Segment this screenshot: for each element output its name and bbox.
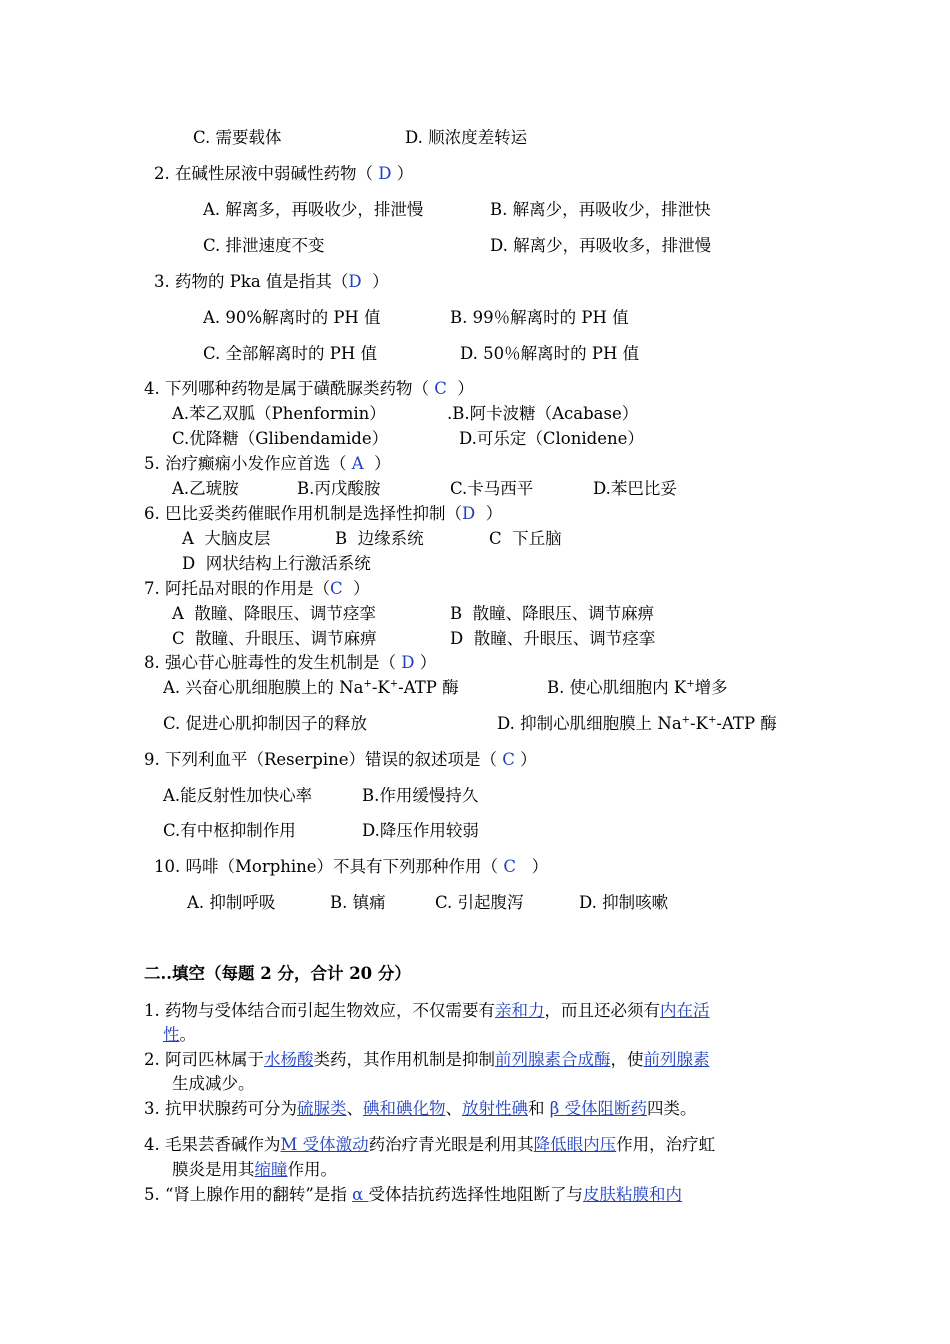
fill-answer: 前列腺素合成酶: [495, 1050, 611, 1069]
q4-option-a: A.苯乙双胍（Phenformin）: [172, 404, 386, 423]
fill-4-line-1: [144, 1137, 715, 1154]
question-close: ）: [391, 164, 414, 183]
option-text: 增多: [694, 678, 728, 697]
fill-answer: 水杨酸: [264, 1050, 314, 1069]
fill-1-line-2: [163, 1027, 196, 1044]
q3-option-d: D. 50％解离时的 PH 值: [460, 344, 640, 363]
question-text: 3. 药物的 Pka 值是指其（: [154, 272, 349, 291]
fill-answer: 缩瞳: [254, 1160, 288, 1179]
fill-3: [144, 1101, 697, 1118]
fill-text: 1. 药物与受体结合而引起生物效应，不仅需要有: [144, 1001, 495, 1020]
q3-option-a: A. 90%解离时的 PH 值: [203, 308, 381, 327]
fill-answer: β 受体阻断药: [549, 1099, 648, 1118]
fill-answer: 亲和力: [495, 1001, 545, 1020]
option-text: D. 抑制心肌细胞膜上 Na: [497, 714, 682, 733]
q10-option-a: A. 抑制呼吸: [187, 893, 276, 912]
q7-option-b: B 散瞳、降眼压、调节麻痹: [450, 604, 655, 623]
q8-option-a: [163, 680, 459, 697]
fill-text: 膜炎是用其: [172, 1160, 255, 1179]
question-8: [144, 655, 436, 672]
question-close: ）: [515, 857, 549, 876]
question-close: ）: [475, 504, 503, 523]
question-text: 6. 巴比妥类药催眠作用机制是选择性抑制（: [144, 504, 462, 523]
q10-option-b: B. 镇痛: [330, 893, 386, 912]
fill-text: ，使: [610, 1050, 644, 1069]
question-9: [144, 752, 537, 769]
option-text: -ATP 酶: [716, 714, 777, 733]
q6-option-c: C 下丘脑: [489, 529, 562, 548]
q2-option-a: A. 解离多，再吸收少，排泄慢: [203, 200, 424, 219]
option-text: -ATP 酶: [398, 678, 459, 697]
fill-2-line-1: [144, 1052, 710, 1069]
q5-option-b: B.丙戊酸胺: [297, 479, 381, 498]
superscript: +: [707, 714, 717, 726]
fill-1-line-1: [144, 1003, 710, 1020]
q3-option-b: B. 99％解离时的 PH 值: [450, 308, 629, 327]
option-text: B. 使心肌细胞内 K: [547, 678, 687, 697]
option-text: -K: [371, 678, 390, 697]
question-close: ）: [361, 272, 389, 291]
q1-option-c: C. 需要载体: [193, 128, 282, 147]
answer: D: [378, 164, 392, 183]
q2-option-d: D. 解离少，再吸收多，排泄慢: [490, 236, 712, 255]
q7-option-d: D 散瞳、升眼压、调节痉挛: [450, 629, 656, 648]
fill-answer: M 受体激动: [280, 1135, 369, 1154]
answer: C: [330, 579, 343, 598]
fill-text: 、: [346, 1099, 363, 1118]
q4-option-b: .B.阿卡波糖（Acabase）: [447, 404, 639, 423]
fill-text: 作用。: [287, 1160, 337, 1179]
q6-option-a: A 大脑皮层: [182, 529, 271, 548]
q2-option-c: C. 排泄速度不变: [203, 236, 325, 255]
superscript: +: [686, 678, 695, 690]
question-6: [144, 506, 502, 523]
question-close: ）: [342, 579, 370, 598]
q6-option-d: D 网状结构上行激活系统: [182, 554, 371, 573]
q9-option-b: B.作用缓慢持久: [362, 786, 479, 805]
q9-option-a: A.能反射性加快心率: [163, 786, 313, 805]
fill-text: 和: [528, 1099, 550, 1118]
fill-text: 。: [179, 1025, 196, 1044]
fill-text: 3. 抗甲状腺药可分为: [144, 1099, 297, 1118]
q3-option-c: C. 全部解离时的 PH 值: [203, 344, 378, 363]
superscript: +: [681, 714, 691, 726]
question-2: [154, 166, 413, 183]
q5-option-a: A.乙琥胺: [172, 479, 239, 498]
question-close: ）: [414, 653, 437, 672]
superscript: +: [363, 678, 372, 690]
fill-text: 5. “肾上腺作用的翻转”是指: [144, 1185, 353, 1204]
q10-option-d: D. 抑制咳嗽: [579, 893, 669, 912]
question-text: 8. 强心苷心脏毒性的发生机制是（: [144, 653, 402, 672]
question-7: [144, 581, 370, 598]
fill-answer: 降低眼内压: [533, 1135, 617, 1154]
answer: D: [348, 272, 362, 291]
q9-option-d: D.降压作用较弱: [362, 821, 479, 840]
fill-text: 、: [445, 1099, 462, 1118]
fill-2-line-2: 生成减少。: [172, 1074, 255, 1093]
question-text: 2. 在碱性尿液中弱碱性药物（: [154, 164, 379, 183]
question-close: ）: [363, 454, 391, 473]
option-text: A. 兴奋心肌细胞膜上的 Na: [163, 678, 364, 697]
question-text: 9. 下列利血平（Reserpine）错误的叙述项是（: [144, 750, 503, 769]
fill-text: 药治疗青光眼是利用其: [368, 1135, 534, 1154]
question-text: 5. 治疗癫痫小发作应首选（: [144, 454, 352, 473]
fill-text: 四类。: [647, 1099, 697, 1118]
q5-option-c: C.卡马西平: [450, 479, 534, 498]
question-text: 10. 吗啡（Morphine）不具有下列那种作用（: [154, 857, 504, 876]
fill-5: [144, 1187, 682, 1204]
answer: D: [462, 504, 476, 523]
question-4: [144, 381, 474, 398]
answer: A: [351, 454, 364, 473]
fill-answer: α: [352, 1185, 369, 1204]
q2-option-b: B. 解离少，再吸收少，排泄快: [490, 200, 711, 219]
fill-text: 受体拮抗药选择性地阻断了与: [368, 1185, 583, 1204]
fill-answer: 性: [163, 1025, 180, 1044]
fill-answer: 放射性碘: [462, 1099, 528, 1118]
fill-answer: 碘和碘化物: [363, 1099, 446, 1118]
q7-option-a: A 散瞳、降眼压、调节痉挛: [172, 604, 376, 623]
q4-option-d: D.可乐定（Clonidene）: [459, 429, 644, 448]
question-3: [154, 274, 389, 291]
fill-text: 类药，其作用机制是抑制: [313, 1050, 495, 1069]
fill-answer: 硫脲类: [297, 1099, 347, 1118]
answer: C: [434, 379, 447, 398]
superscript: +: [389, 678, 399, 690]
question-5: [144, 456, 391, 473]
fill-text: ，而且还必须有: [544, 1001, 660, 1020]
question-close: ）: [514, 750, 537, 769]
q8-option-c: C. 促进心肌抑制因子的释放: [163, 714, 368, 733]
fill-answer: 内在活: [660, 1001, 710, 1020]
q9-option-c: C.有中枢抑制作用: [163, 821, 296, 840]
fill-text: 作用，治疗虹: [616, 1135, 716, 1154]
answer: C: [502, 750, 515, 769]
option-text: -K: [690, 714, 708, 733]
answer: D: [401, 653, 415, 672]
q8-option-d: [497, 716, 777, 733]
question-close: ）: [446, 379, 474, 398]
fill-4-line-2: [172, 1162, 337, 1179]
q6-option-b: B 边缘系统: [335, 529, 424, 548]
answer: C: [503, 857, 516, 876]
fill-text: 4. 毛果芸香碱作为: [144, 1135, 281, 1154]
question-10: [154, 859, 548, 876]
q8-option-b: [547, 680, 728, 697]
q7-option-c: C 散瞳、升眼压、调节麻痹: [172, 629, 377, 648]
q1-option-d: D. 顺浓度差转运: [405, 128, 528, 147]
question-text: 7. 阿托品对眼的作用是（: [144, 579, 330, 598]
fill-answer: 前列腺素: [643, 1050, 710, 1069]
question-text: 4. 下列哪种药物是属于磺酰脲类药物（: [144, 379, 435, 398]
fill-answer: 皮肤粘膜和内: [583, 1185, 682, 1204]
q4-option-c: C.优降糖（Glibendamide）: [172, 429, 389, 448]
q5-option-d: D.苯巴比妥: [593, 479, 677, 498]
section-heading: 二..填空（每题 2 分，合计 20 分）: [144, 964, 411, 983]
q10-option-c: C. 引起腹泻: [435, 893, 524, 912]
fill-text: 2. 阿司匹林属于: [144, 1050, 264, 1069]
